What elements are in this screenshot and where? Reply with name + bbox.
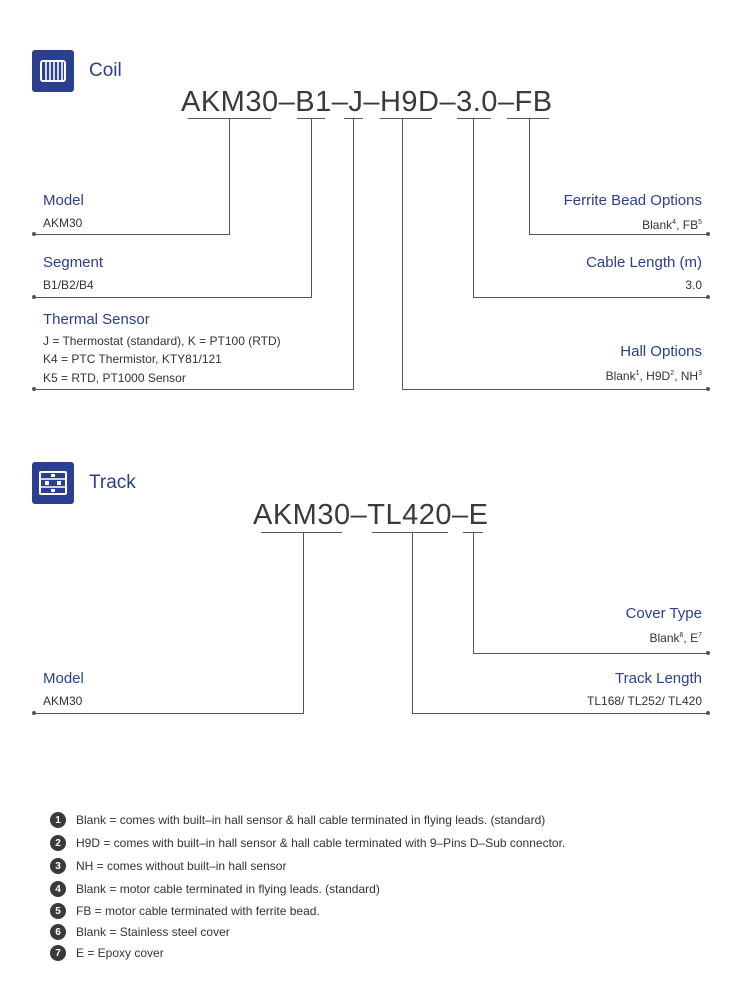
ferrite-bead-value: Blank$^4$, $FB^5$ [642,218,702,232]
ferrite-bead-label: Ferrite Bead Options [563,192,702,209]
footnote-item: 1 Blank = comes with built–in hall sensor & hall cable terminated in flying leads. (standard) [50,812,545,828]
coil-model-label: Model [43,192,84,209]
thermal-sensor-line: J = Thermostat (standard), K = PT100 (RTD) [43,334,281,348]
coil-model-value: AKM30 [43,216,83,230]
track-length-value: TL168/ TL252/ TL420 [587,694,702,708]
coil-section-title: Coil [89,60,122,81]
hall-options-value: Blank$^1$, $H9D^2$, $NH^3$ [605,369,702,383]
footnote-number-icon: 2 [50,835,66,851]
track-section-title: Track [89,472,136,493]
footnote-item: 7 E = Epoxy cover [50,945,164,961]
footnote-number-icon: 5 [50,903,66,919]
footnote-item: 2 H9D = comes with built–in hall sensor & hall cable terminated with 9–Pins D–Sub connector. [50,835,565,851]
coil-segment-value: B1/B2/B4 [43,278,94,292]
footnote-number-icon: 1 [50,812,66,828]
hall-options-label: Hall Options [620,343,702,360]
footnote-number-icon: 7 [50,945,66,961]
coil-part-code: AKM30–B1–J–H9D–3.0–FB [181,86,553,118]
footnote-number-icon: 6 [50,924,66,940]
cable-length-value: 3.0 [685,278,702,292]
coil-icon [32,50,74,92]
footnote-number-icon: 3 [50,858,66,874]
track-part-code: AKM30–TL420–E [253,499,489,531]
track-model-label: Model [43,670,84,687]
cable-length-label: Cable Length (m) [586,254,702,271]
footnote-item: 4 Blank = motor cable terminated in flying leads. (standard) [50,881,380,897]
coil-segment-label: Segment [43,254,104,271]
footnote-item: 3 NH = comes without built–in hall sensor [50,858,286,874]
cover-type-value: Blank$^6$, $E^7$ [649,631,702,645]
footnote-item: 6 Blank = Stainless steel cover [50,924,230,940]
thermal-sensor-line: K5 = RTD, PT1000 Sensor [43,371,186,385]
cover-type-label: Cover Type [625,605,702,622]
thermal-sensor-line: K4 = PTC Thermistor, KTY81/121 [43,352,222,366]
footnote-number-icon: 4 [50,881,66,897]
footnote-item: 5 FB = motor cable terminated with ferrite bead. [50,903,320,919]
track-model-value: AKM30 [43,694,83,708]
track-icon [32,462,74,504]
track-length-label: Track Length [615,670,702,687]
thermal-sensor-label: Thermal Sensor [43,311,150,328]
